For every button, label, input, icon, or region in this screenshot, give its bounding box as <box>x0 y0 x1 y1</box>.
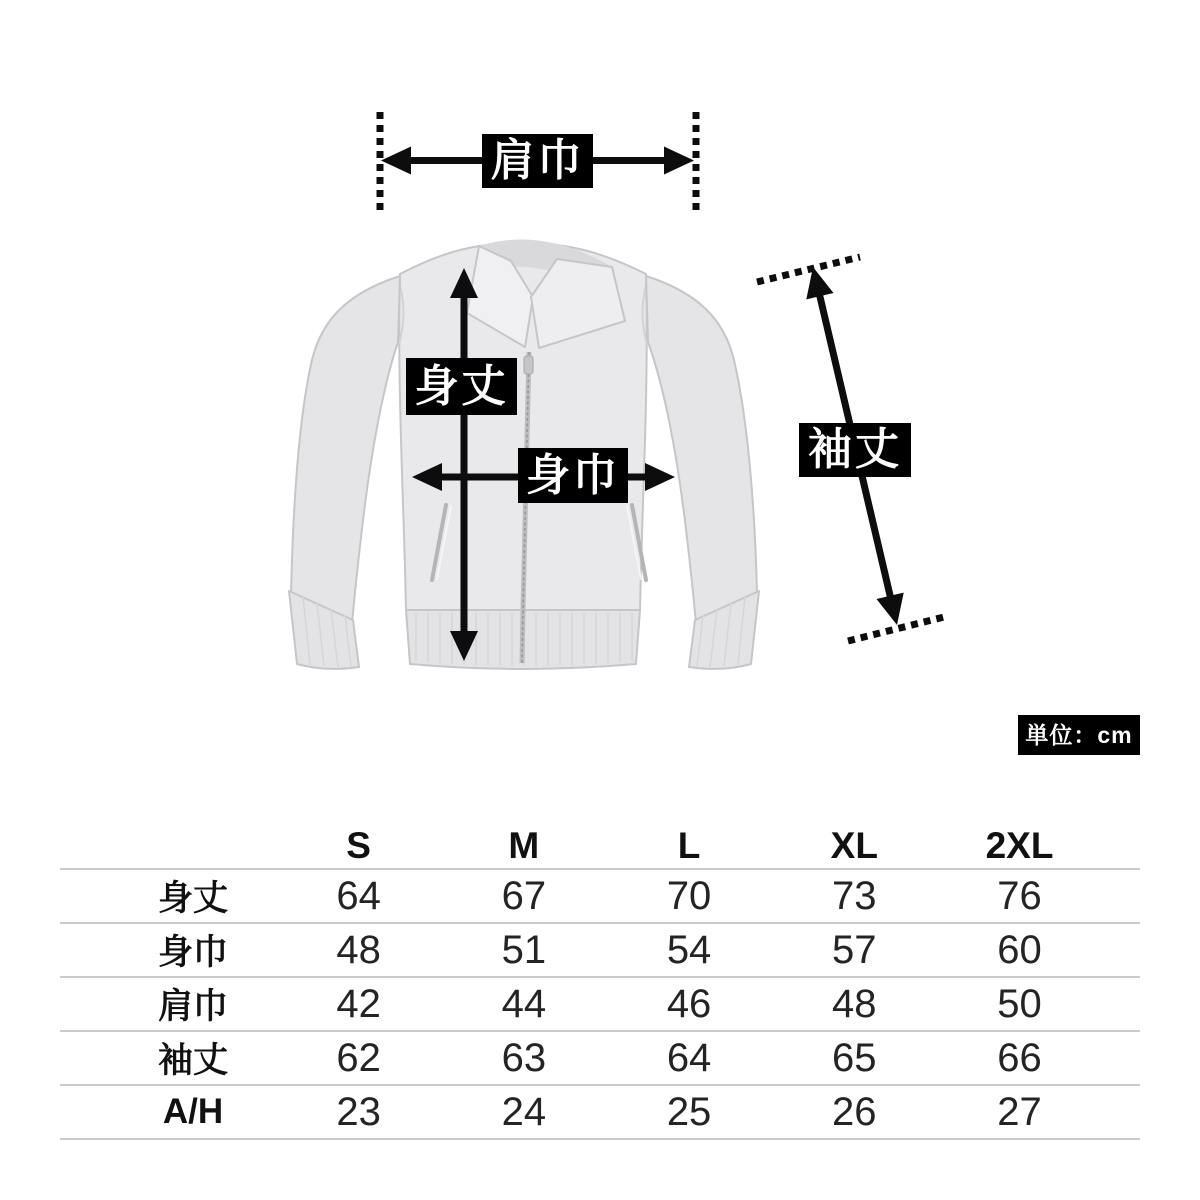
size-value-cell: 62 <box>336 1035 381 1080</box>
spacer-cell <box>1102 869 1140 923</box>
unit-badge: 単位：cm <box>1018 715 1140 755</box>
body-length-label: 身丈 <box>406 358 517 415</box>
body-width-label: 身巾 <box>518 448 628 503</box>
size-value-cell: 48 <box>336 927 381 972</box>
size-value-cell: 26 <box>832 1089 877 1134</box>
size-value-cell: 64 <box>666 1035 712 1080</box>
shoulder-width-arrowhead-right <box>664 147 694 175</box>
size-value-cell: 60 <box>997 927 1042 972</box>
size-value-cell: 44 <box>501 981 547 1026</box>
size-column-header-2xl: 2XL <box>985 825 1054 866</box>
sleeve-length-label: 袖丈 <box>799 423 911 477</box>
size-value-cell: 57 <box>832 927 877 972</box>
size-value-cell: 76 <box>997 873 1042 918</box>
row-label: 身巾 <box>157 933 228 972</box>
row-label: 袖丈 <box>157 1041 228 1080</box>
table-row-body-width <box>60 923 1140 977</box>
size-value-cell: 66 <box>997 1035 1042 1080</box>
size-chart-corner-cell <box>60 824 276 869</box>
spacer-cell <box>1102 977 1140 1031</box>
size-column-header-l: L <box>677 825 701 866</box>
row-label: 身丈 <box>157 879 228 918</box>
size-value-cell: 42 <box>336 981 381 1026</box>
size-chart-header-row <box>60 824 1140 869</box>
size-value-cell: 64 <box>336 873 381 918</box>
size-value-cell: 51 <box>501 927 547 972</box>
sleeve-length-arrowhead-bottom <box>877 593 904 625</box>
size-value-cell: 63 <box>501 1035 547 1080</box>
size-value-cell: 54 <box>666 927 712 972</box>
size-value-cell: 67 <box>501 873 547 918</box>
size-value-cell: 48 <box>832 981 877 1026</box>
spacer-cell <box>1102 824 1140 869</box>
size-value-cell: 23 <box>336 1089 381 1134</box>
table-row-armhole <box>60 1085 1140 1139</box>
table-row-sleeve-length <box>60 1031 1140 1085</box>
shoulder-width-label: 肩巾 <box>482 134 593 188</box>
jacket-left-sleeve <box>291 276 400 623</box>
body-width-arrowhead-right <box>645 463 675 491</box>
table-row-body-length <box>60 869 1140 923</box>
size-column-header-s: S <box>346 825 371 866</box>
size-value-cell: 65 <box>832 1035 877 1080</box>
size-column-header-xl: XL <box>830 825 878 866</box>
row-label: A/H <box>162 1092 224 1131</box>
row-label: 肩巾 <box>157 987 228 1026</box>
spacer-cell <box>1102 1031 1140 1085</box>
jacket-zipper-pull <box>524 356 533 374</box>
shoulder-width-arrowhead-left <box>381 147 411 175</box>
spacer-cell <box>1102 1085 1140 1139</box>
jacket-right-sleeve <box>646 276 757 623</box>
spacer-cell <box>1102 923 1140 977</box>
size-value-cell: 27 <box>997 1089 1042 1134</box>
size-value-cell: 46 <box>666 981 712 1026</box>
table-row-shoulder-width <box>60 977 1140 1031</box>
size-chart-table <box>60 824 1140 1140</box>
size-column-header-m: M <box>508 825 540 866</box>
sleeve-length-guide-top <box>757 257 860 282</box>
size-value-cell: 50 <box>997 981 1042 1026</box>
size-value-cell: 73 <box>832 873 877 918</box>
size-value-cell: 25 <box>666 1089 712 1134</box>
size-value-cell: 24 <box>501 1089 547 1134</box>
size-value-cell: 70 <box>666 873 712 918</box>
